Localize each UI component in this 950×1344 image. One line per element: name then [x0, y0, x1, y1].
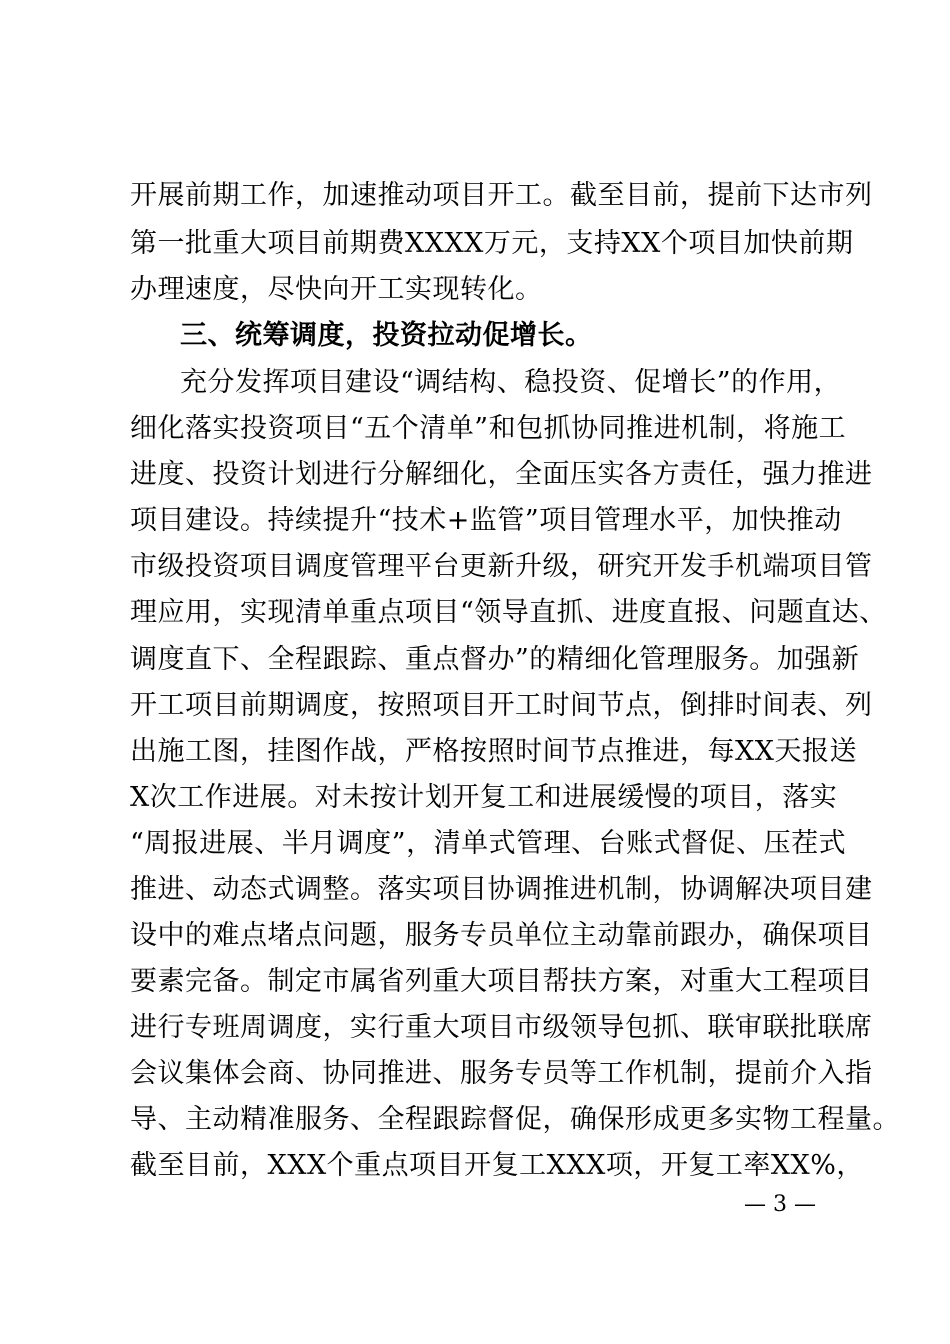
- paragraph-line: 要素完备。制定市属省列重大项目帮扶方案，对重大工程项目: [130, 966, 873, 997]
- paragraph-line: 推进、动态式调整。落实项目协调推进机制，协调解决项目建: [130, 874, 873, 905]
- paragraph-line: 办理速度，尽快向开工实现转化。: [130, 274, 543, 305]
- page-number: — 3 —: [744, 1192, 816, 1217]
- paragraph-line: X次工作进展。对未按计划开复工和进展缓慢的项目，落实: [130, 782, 838, 813]
- section-heading: 三、统筹调度，投资拉动促增长。: [180, 320, 593, 351]
- paragraph-line: 导、主动精准服务、全程跟踪督促，确保形成更多实物工程量。: [130, 1104, 900, 1135]
- paragraph-line: 会议集体会商、协同推进、服务专员等工作机制，提前介入指: [130, 1058, 873, 1089]
- paragraph-line: 细化落实投资项目“五个清单”和包抓协同推进机制，将施工: [130, 413, 847, 444]
- paragraph-line: 项目建设。持续提升“技术+监管”项目管理水平，加快推动: [130, 505, 842, 536]
- paragraph-line: “周报进展、半月调度”，清单式管理、台账式督促、压茬式: [130, 828, 847, 859]
- paragraph-line: 开工项目前期调度，按照项目开工时间节点，倒排时间表、列: [130, 690, 873, 721]
- paragraph-line: 截至目前，XXX个重点项目开复工XXX项，开复工率XX%，: [130, 1150, 864, 1181]
- paragraph-line: 出施工图，挂图作战，严格按照时间节点推进，每XX天报送: [130, 736, 857, 767]
- paragraph-line: 开展前期工作，加速推动项目开工。截至目前，提前下达市列: [130, 180, 873, 211]
- paragraph-line: 设中的难点堵点问题，服务专员单位主动靠前跟办，确保项目: [130, 920, 873, 951]
- paragraph-line: 充分发挥项目建设“调结构、稳投资、促增长”的作用，: [180, 367, 842, 398]
- paragraph-line: 市级投资项目调度管理平台更新升级，研究开发手机端项目管: [130, 551, 873, 582]
- paragraph-line: 进度、投资计划进行分解细化，全面压实各方责任，强力推进: [130, 459, 873, 490]
- paragraph-line: 第一批重大项目前期费XXXX万元，支持XX个项目加快前期: [130, 228, 854, 259]
- paragraph-line: 调度直下、全程跟踪、重点督办”的精细化管理服务。加强新: [130, 644, 860, 675]
- paragraph-line: 进行专班周调度，实行重大项目市级领导包抓、联审联批联席: [130, 1012, 873, 1043]
- paragraph-line: 理应用，实现清单重点项目“领导直抓、进度直报、问题直达、: [130, 597, 887, 628]
